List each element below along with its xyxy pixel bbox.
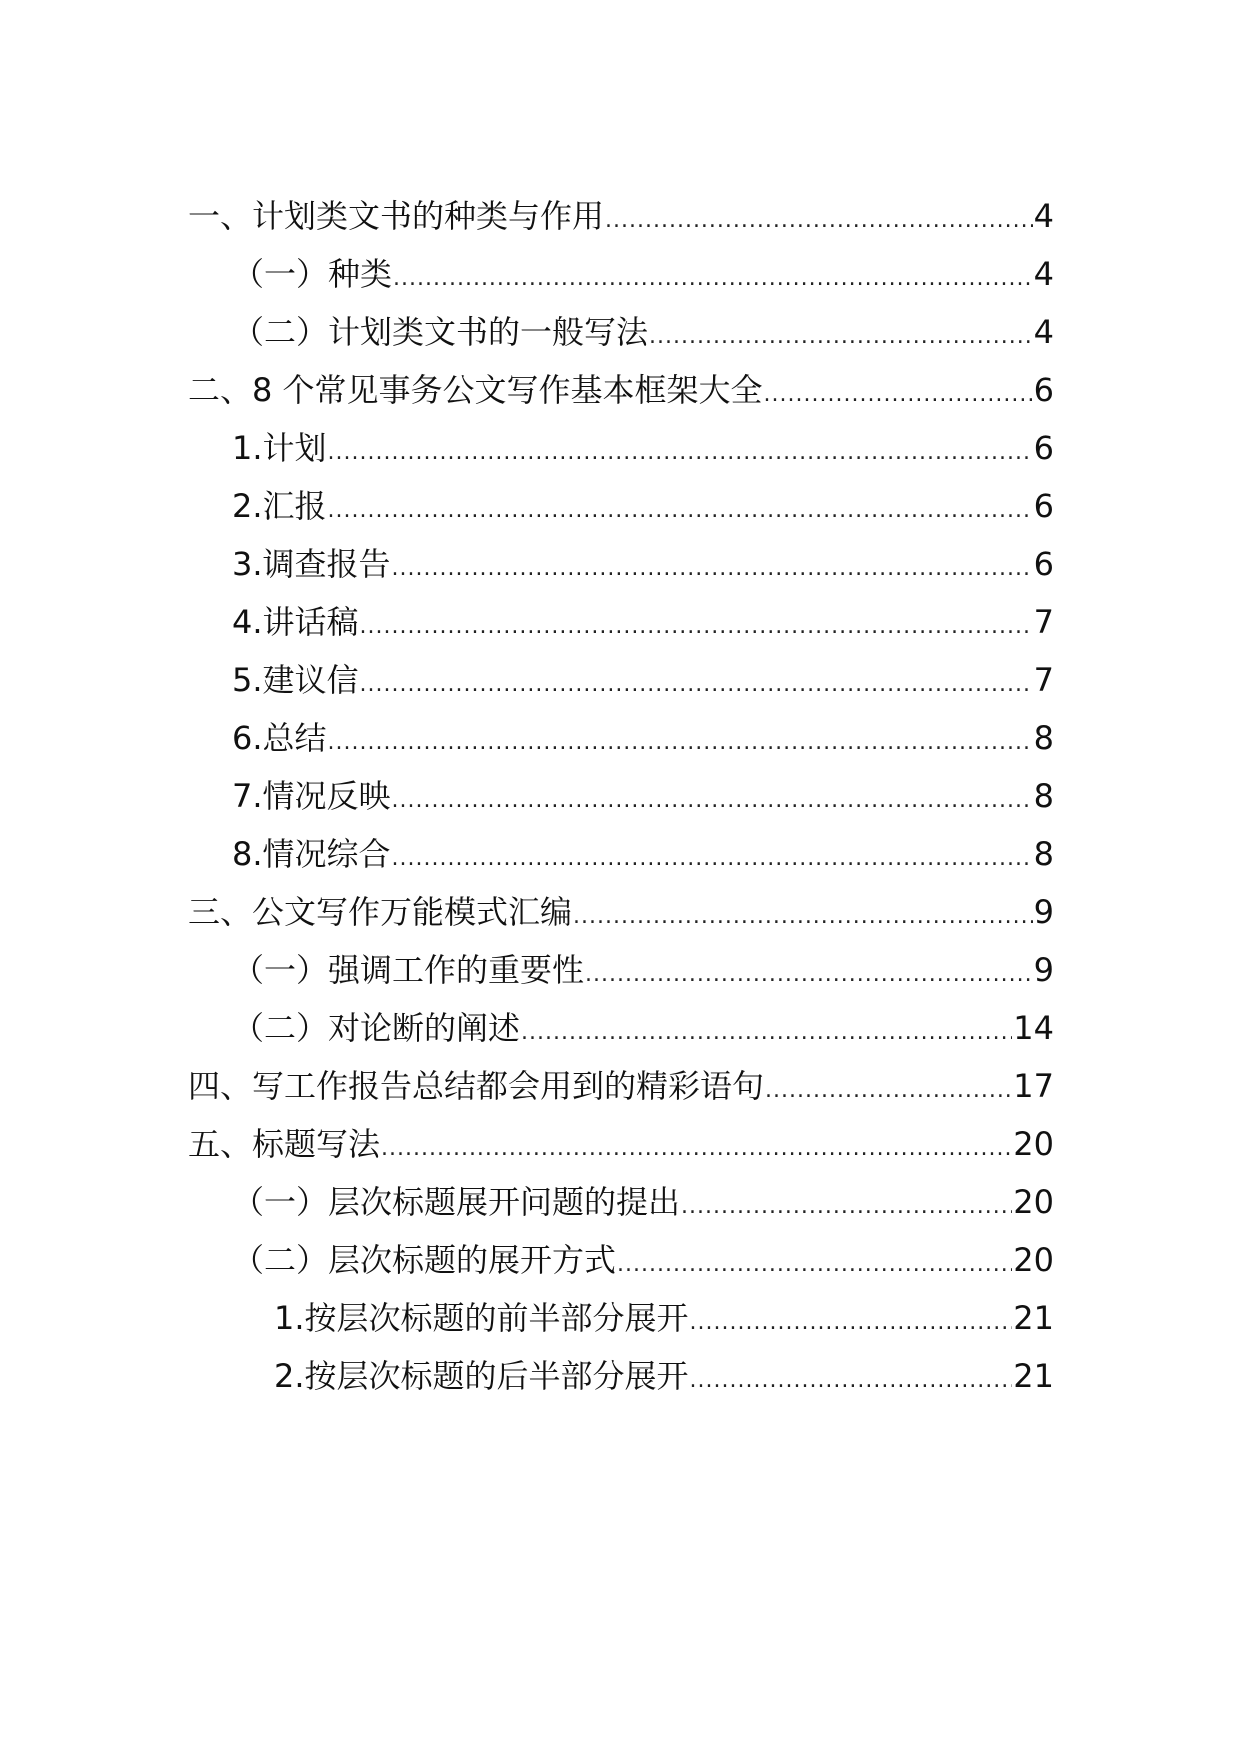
toc-entry-label: 3.调查报告 bbox=[232, 545, 391, 583]
toc-dot-leader bbox=[392, 772, 1033, 830]
toc-dot-leader bbox=[392, 830, 1033, 888]
toc-entry[interactable] bbox=[232, 651, 1054, 709]
toc-entry-label: 5.建议信 bbox=[232, 661, 359, 699]
toc-entry-label: 4.讲话稿 bbox=[232, 603, 359, 641]
toc-dot-leader bbox=[765, 1062, 1012, 1120]
toc-entry-label: 一、计划类文书的种类与作用 bbox=[188, 197, 605, 235]
toc-dot-leader bbox=[573, 888, 1033, 946]
toc-entry[interactable] bbox=[188, 361, 1054, 419]
toc-entry-label: 6.总结 bbox=[232, 719, 327, 757]
toc-entry-page: 21 bbox=[1013, 1299, 1054, 1337]
toc-dot-leader bbox=[681, 1178, 1012, 1236]
toc-entry-page: 17 bbox=[1013, 1067, 1054, 1105]
toc-dot-leader bbox=[360, 656, 1033, 714]
toc-entry[interactable] bbox=[232, 477, 1054, 535]
toc-entry[interactable] bbox=[232, 941, 1054, 999]
toc-entry-label: （一）强调工作的重要性 bbox=[232, 951, 585, 989]
toc-entry-page: 6 bbox=[1033, 429, 1054, 467]
toc-dot-leader bbox=[521, 1004, 1012, 1062]
toc-entry-label: 2.按层次标题的后半部分展开 bbox=[274, 1357, 689, 1395]
toc-dot-leader bbox=[392, 540, 1033, 598]
toc-entry[interactable] bbox=[232, 303, 1054, 361]
toc-entry-page: 7 bbox=[1033, 603, 1054, 641]
toc-dot-leader bbox=[617, 1236, 1012, 1294]
toc-entry-label: 1.计划 bbox=[232, 429, 327, 467]
toc-entry-page: 21 bbox=[1013, 1357, 1054, 1395]
toc-entry-label: （二）层次标题的展开方式 bbox=[232, 1241, 617, 1279]
toc-dot-leader bbox=[649, 308, 1033, 366]
toc-entry[interactable] bbox=[232, 245, 1054, 303]
toc-entry-page: 20 bbox=[1013, 1125, 1054, 1163]
toc-entry-label: 1.按层次标题的前半部分展开 bbox=[274, 1299, 689, 1337]
toc-entry-page: 6 bbox=[1033, 487, 1054, 525]
toc-entry-label: 五、标题写法 bbox=[188, 1125, 381, 1163]
toc-entry-page: 6 bbox=[1033, 545, 1054, 583]
toc-entry[interactable] bbox=[188, 1115, 1054, 1173]
toc-entry[interactable] bbox=[232, 535, 1054, 593]
toc-entry-label: 7.情况反映 bbox=[232, 777, 391, 815]
toc-entry[interactable] bbox=[232, 593, 1054, 651]
toc-entry-label: 四、写工作报告总结都会用到的精彩语句 bbox=[188, 1067, 765, 1105]
toc-entry-page: 4 bbox=[1033, 255, 1054, 293]
toc-dot-leader bbox=[690, 1294, 1013, 1352]
toc-entry-page: 4 bbox=[1033, 313, 1054, 351]
toc-entry-label: （二）计划类文书的一般写法 bbox=[232, 313, 649, 351]
toc-entry-label: （一）层次标题展开问题的提出 bbox=[232, 1183, 681, 1221]
toc-entry[interactable] bbox=[232, 825, 1054, 883]
toc-dot-leader bbox=[764, 366, 1033, 424]
toc-entry[interactable] bbox=[188, 187, 1054, 245]
toc-entry-label: （一）种类 bbox=[232, 255, 393, 293]
toc-entry-page: 7 bbox=[1033, 661, 1054, 699]
toc-entry[interactable] bbox=[232, 1231, 1054, 1289]
toc-entry-page: 8 bbox=[1033, 835, 1054, 873]
toc-entry[interactable] bbox=[232, 767, 1054, 825]
toc-entry-label: （二）对论断的阐述 bbox=[232, 1009, 521, 1047]
toc-entry-page: 9 bbox=[1033, 893, 1054, 931]
toc-entry-page: 4 bbox=[1033, 197, 1054, 235]
toc-entry-label: 二、8 个常见事务公文写作基本框架大全 bbox=[188, 371, 763, 409]
toc-entry-page: 14 bbox=[1013, 1009, 1054, 1047]
toc-dot-leader bbox=[690, 1352, 1013, 1410]
toc-entry[interactable] bbox=[188, 883, 1054, 941]
toc-entry-label: 2.汇报 bbox=[232, 487, 327, 525]
toc-dot-leader bbox=[328, 714, 1033, 772]
toc-entry[interactable] bbox=[232, 709, 1054, 767]
toc-entry-page: 20 bbox=[1013, 1183, 1054, 1221]
toc-dot-leader bbox=[360, 598, 1033, 656]
toc-entry-page: 8 bbox=[1033, 719, 1054, 757]
toc-dot-leader bbox=[585, 946, 1033, 1004]
toc-entry[interactable] bbox=[274, 1347, 1054, 1405]
toc-entry[interactable] bbox=[274, 1289, 1054, 1347]
toc-entry[interactable] bbox=[232, 1173, 1054, 1231]
toc-dot-leader bbox=[328, 424, 1033, 482]
toc-dot-leader bbox=[605, 192, 1033, 250]
toc-entry-label: 8.情况综合 bbox=[232, 835, 391, 873]
toc-entry-page: 20 bbox=[1013, 1241, 1054, 1279]
toc-dot-leader bbox=[381, 1120, 1012, 1178]
toc-entry[interactable] bbox=[232, 419, 1054, 477]
toc-entry-page: 9 bbox=[1033, 951, 1054, 989]
toc-entry-page: 6 bbox=[1033, 371, 1054, 409]
toc-entry-page: 8 bbox=[1033, 777, 1054, 815]
toc-entry[interactable] bbox=[232, 999, 1054, 1057]
toc-entry[interactable] bbox=[188, 1057, 1054, 1115]
toc-entry-label: 三、公文写作万能模式汇编 bbox=[188, 893, 573, 931]
toc-dot-leader bbox=[393, 250, 1033, 308]
toc-dot-leader bbox=[328, 482, 1033, 540]
